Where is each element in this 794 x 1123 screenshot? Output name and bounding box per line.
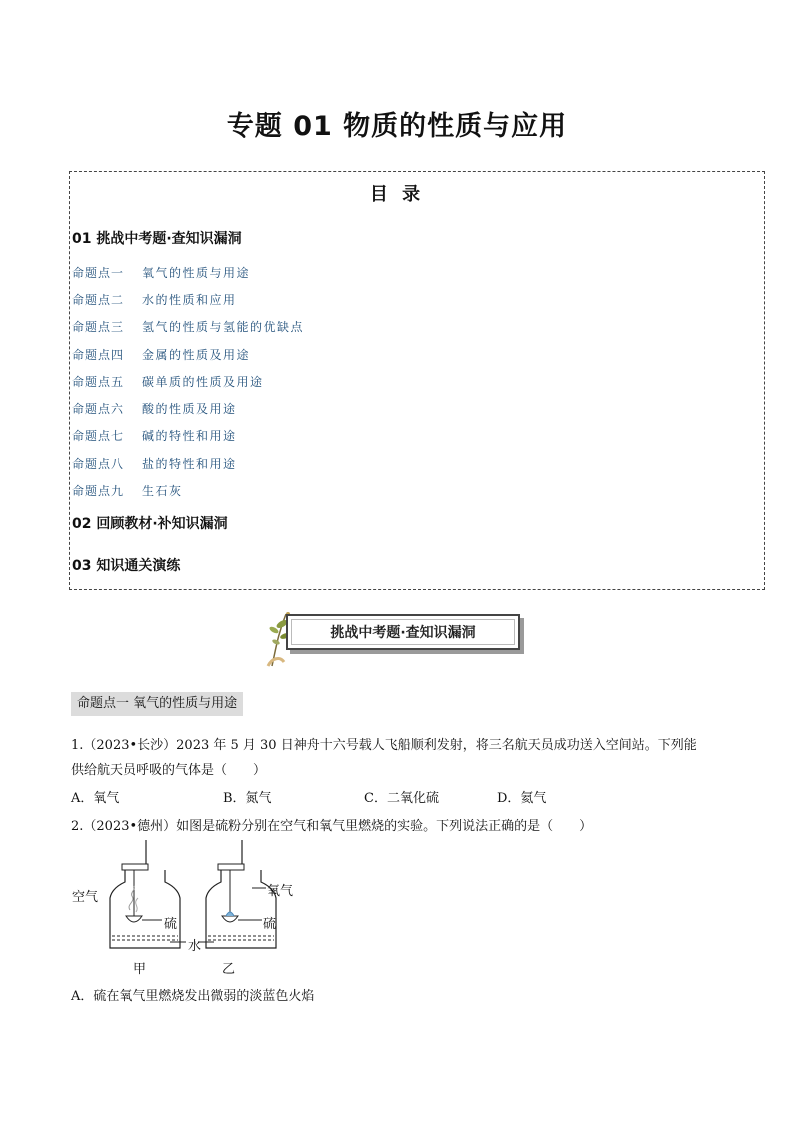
- toc-section-01[interactable]: 01 挑战中考题·查知识漏洞: [72, 231, 242, 247]
- toc-point-3[interactable]: 命题点三 氢气的性质与氢能的优缺点: [72, 320, 305, 334]
- label-air: 空气: [72, 890, 99, 905]
- page-title: 专题 01 物质的性质与应用: [226, 111, 568, 142]
- toc-point-4[interactable]: 命题点四 金属的性质及用途: [72, 348, 251, 362]
- section-banner: [262, 606, 524, 668]
- toc-point-5[interactable]: 命题点五 碳单质的性质及用途: [72, 375, 264, 389]
- toc-point-6[interactable]: 命题点六 酸的性质及用途: [72, 402, 237, 416]
- q1-option-d[interactable]: D．氦气: [497, 791, 547, 806]
- label-sulfur-a: 硫: [164, 917, 178, 932]
- label-water: 水: [188, 939, 202, 954]
- caption-a: 甲: [133, 962, 147, 977]
- label-sulfur-b: 硫: [263, 917, 277, 932]
- question-1-line-2: 供给航天员呼吸的气体是（ ）: [71, 763, 267, 778]
- toc-point-8[interactable]: 命题点八 盐的特性和用途: [72, 457, 237, 471]
- toc-section-03[interactable]: 03 知识通关演练: [72, 558, 181, 574]
- toc-point-2[interactable]: 命题点二 水的性质和应用: [72, 293, 237, 307]
- toc-point-9[interactable]: 命题点九 生石灰: [72, 484, 183, 498]
- q2-option-a[interactable]: A．硫在氧气里燃烧发出微弱的淡蓝色火焰: [71, 989, 315, 1004]
- q1-option-a[interactable]: A．氧气: [71, 791, 120, 806]
- caption-b: 乙: [222, 962, 236, 977]
- toc-heading: 目 录: [369, 184, 425, 205]
- question-1-line-1: 1.（2023•长沙）2023 年 5 月 30 日神舟十六号载人飞船顺利发射，将三名航天员成功送入空间站。下列能: [71, 738, 697, 753]
- sulfur-combustion-figure: [70, 838, 310, 978]
- question-2-line-1: 2.（2023•德州）如图是硫粉分别在空气和氧气里燃烧的实验。下列说法正确的是（ ）: [71, 819, 593, 834]
- banner-title: 挑战中考题·查知识漏洞: [291, 619, 515, 645]
- toc-point-1[interactable]: 命题点一 氧气的性质与用途: [72, 266, 251, 280]
- q1-option-b[interactable]: B．氮气: [223, 791, 272, 806]
- topic-label: 命题点一 氧气的性质与用途: [71, 692, 243, 716]
- toc-point-7[interactable]: 命题点七 碱的特性和用途: [72, 429, 237, 443]
- q1-option-c[interactable]: C．二氧化硫: [364, 791, 439, 806]
- label-oxygen: 氧气: [267, 884, 294, 899]
- toc-section-02[interactable]: 02 回顾教材·补知识漏洞: [72, 516, 228, 532]
